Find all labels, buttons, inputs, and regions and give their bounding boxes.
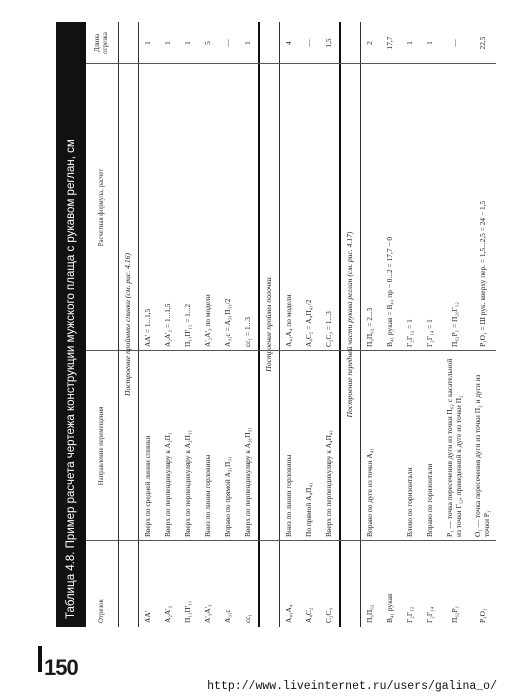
cell-length: 1 xyxy=(404,41,414,45)
cell-segment: А'₃А'₃ xyxy=(202,604,212,623)
table-row xyxy=(380,22,400,627)
table-container xyxy=(56,22,496,627)
cell-length: 1 xyxy=(142,41,152,45)
cell-length: 1 xyxy=(162,41,172,45)
cell-length: 1 xyxy=(424,41,434,45)
cell-segment: П₆₂Р₁ xyxy=(449,605,459,623)
cell-length: — xyxy=(303,39,313,47)
data-table xyxy=(56,22,496,627)
cell-formula: А₄С₂ = А₄П₄₁/2 xyxy=(303,299,313,347)
cell-direction: Вверх по перпендикуляру к А₄П₄₁ xyxy=(323,429,333,537)
cell-direction: По прямой А₄П₄₁ xyxy=(303,482,313,537)
cell-length: 17,7 xyxy=(384,36,394,50)
source-url[interactable]: http://www.liveinternet.ru/users/galina_o/ xyxy=(207,680,497,693)
cell-direction: О₁ — точка пересечения дуги из точки П₂ и дуги из точки Р₁ xyxy=(473,374,491,537)
table-row xyxy=(138,22,158,627)
section-title-row xyxy=(118,22,138,627)
table-row xyxy=(218,22,238,627)
cell-formula: А₃₁с = А₃₁П₃₁/2 xyxy=(222,298,232,347)
cell-segment: П₁₁П'₁₁ xyxy=(182,600,192,623)
table-header-row xyxy=(86,22,118,627)
table-row xyxy=(420,22,440,627)
cell-direction: Вверх по перпендикуляру к А₂П₁₁ xyxy=(182,429,192,537)
cell-segment: сс₁ xyxy=(242,613,252,623)
cell-direction: Вверх по средней линии спинки xyxy=(142,435,152,537)
cell-formula: П₆П₆₂ = 2...3 xyxy=(364,307,374,347)
column-divider xyxy=(86,63,496,64)
table-row xyxy=(279,22,299,627)
column-divider xyxy=(86,350,496,351)
cell-direction xyxy=(380,351,400,541)
cell-formula: Г₂Г₁₂ = 1 xyxy=(404,319,414,347)
cell-formula: В₄₁ рукав = В₄₁ пр − 0...2 = 17,7 − 0 xyxy=(384,236,394,347)
cell-formula: Р₁О₁ = Ш рук. вверху пер. = 1,5...2,5 = 24 − 1,5 xyxy=(477,200,487,347)
cell-direction: Вверх по перпендикуляру к А₂П₁ xyxy=(162,432,172,537)
cell-length: 2 xyxy=(364,41,374,45)
column-header: Отрезок xyxy=(98,599,106,623)
column-header: Расчетная формула, расчет xyxy=(98,168,106,247)
table-caption: Таблица 4.8. Пример расчета чертежа конструкции мужского плаща с рукавом реглан, см xyxy=(56,22,86,627)
table-row xyxy=(178,22,198,627)
cell-direction: Вниз по линии горловины xyxy=(202,454,212,537)
cell-formula: сс₁ = 1...3 xyxy=(242,317,252,347)
cell-direction: Влево по горизонтали xyxy=(404,467,414,537)
section-title: Построение пройммы спинки (см. рис. 4.16) xyxy=(122,253,132,396)
table-row xyxy=(400,22,420,627)
cell-formula: А₄₁А₄ по модели xyxy=(283,294,293,347)
table-row xyxy=(470,22,496,627)
cell-length: 1,5 xyxy=(323,38,333,48)
page-margin-bar xyxy=(38,646,42,672)
cell-segment: Г₂Г₁₂ xyxy=(404,606,414,623)
cell-segment: П₆П₆₂ xyxy=(364,604,374,623)
table-row xyxy=(299,22,319,627)
cell-formula: П₁₁П'₁₁ = 1...2 xyxy=(182,303,192,347)
table-row xyxy=(360,22,380,627)
cell-direction: Вверх по перпендикуляру к А₃₁П₃₁ xyxy=(242,427,252,537)
cell-length: 22,5 xyxy=(477,36,487,50)
cell-formula: Г₂Г₁₄ = 1 xyxy=(424,319,434,347)
table-row xyxy=(238,22,258,627)
table-row xyxy=(198,22,218,627)
section-title-row xyxy=(340,22,360,627)
cell-direction: Вправо по горизонтали xyxy=(424,463,434,537)
cell-direction: Р₁ — точка пересечения дуги из точки П₆₂ с касательной из точки Г₁₂, приведенной к дуге из точки П₂ xyxy=(445,358,463,537)
cell-length: 5 xyxy=(202,41,212,45)
page-number: 150 xyxy=(44,655,78,680)
cell-segment: А₄₁А₄ xyxy=(283,604,293,623)
cell-direction: Вниз по линии горловины xyxy=(283,454,293,537)
section-title: Построение передней части рукава реглан (см. рис. 4.17) xyxy=(344,231,354,418)
cell-length: — xyxy=(449,39,459,47)
column-divider xyxy=(86,540,496,541)
cell-length: 1 xyxy=(242,41,252,45)
table-row xyxy=(158,22,178,627)
cell-direction: Вправо по прямой А₃₁П₃₁ xyxy=(222,456,232,537)
cell-segment: В₄₁ рукав xyxy=(384,593,394,623)
column-header: Направление перемещения xyxy=(98,406,106,486)
cell-formula: АА' = 1...1,5 xyxy=(142,308,152,347)
table-row xyxy=(440,22,470,627)
cell-length: 4 xyxy=(283,41,293,45)
cell-segment: АА' xyxy=(142,610,152,623)
column-header: Длина отрезка xyxy=(94,32,109,54)
cell-formula: П₆₂Р₁ = П₂₀Г₁₂ xyxy=(449,302,459,347)
section-title: Построение проймы полочки xyxy=(263,277,273,372)
cell-formula: С₂С₃ = 1...3 xyxy=(323,311,333,347)
cell-length: 1 xyxy=(182,41,192,45)
cell-formula: А'₂А'₃ по модели xyxy=(202,294,212,347)
cell-length: — xyxy=(222,39,232,47)
cell-segment: А₂А'₂ xyxy=(162,605,172,623)
cell-segment: Р₁О₁ xyxy=(477,608,487,623)
cell-direction: Вправо по дуге из точки А₄₁ xyxy=(364,448,374,537)
cell-segment: С₂С₃ xyxy=(323,607,333,623)
cell-segment: Г₂Г₁₄ xyxy=(424,606,434,623)
cell-segment: А₄С₂ xyxy=(303,607,313,623)
section-title-row xyxy=(259,22,279,627)
cell-segment: А₃₁с xyxy=(222,609,232,623)
table-row xyxy=(319,22,339,627)
cell-formula: А₂А'₂ = 1...1,5 xyxy=(162,303,172,347)
